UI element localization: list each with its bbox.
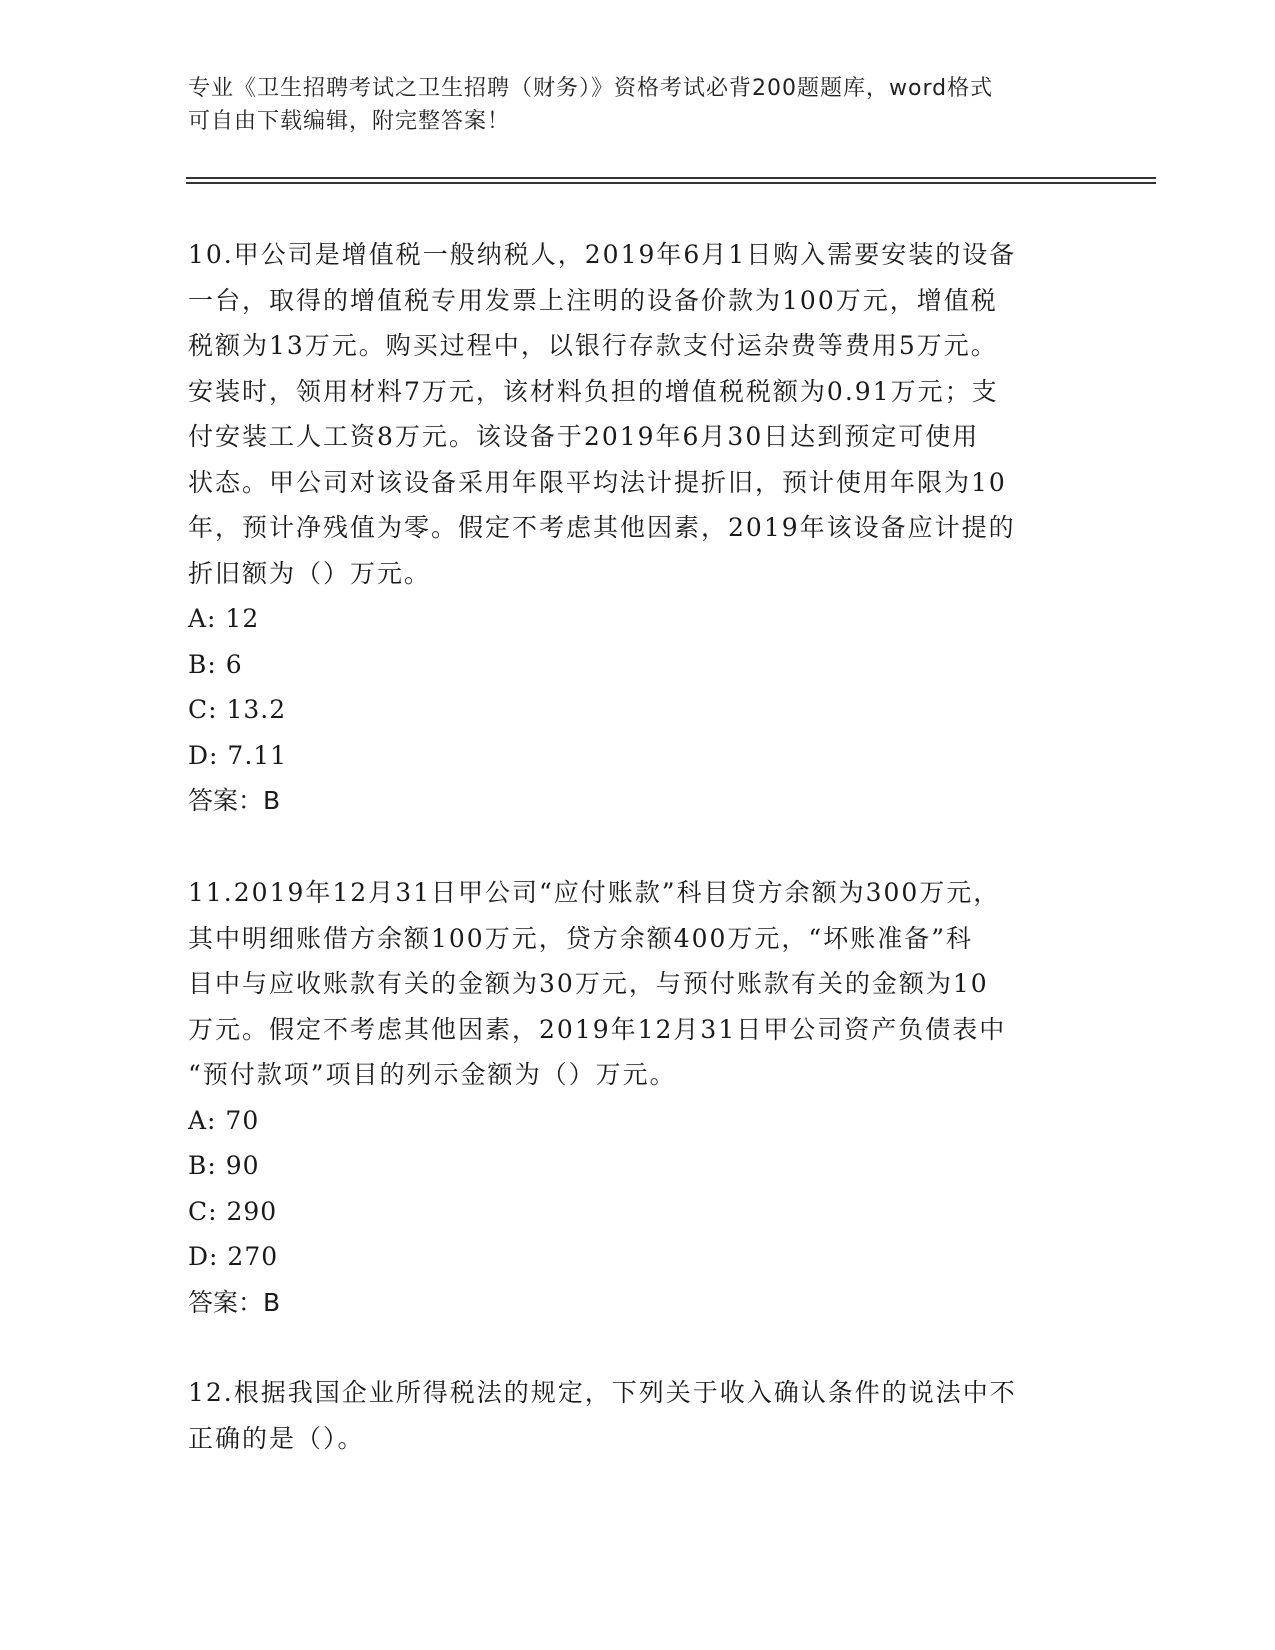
answer-label: 答案：B bbox=[188, 1287, 281, 1317]
stem-line: 其中明细账借方余额100万元，贷方余额400万元，“坏账准备”科 bbox=[188, 923, 973, 953]
stem-line: 11.2019年12月31日甲公司“应付账款”科目贷方余额为300万元， bbox=[188, 878, 1001, 907]
stem-line: 目中与应收账款有关的金额为30万元，与预付账款有关的金额为10 bbox=[188, 969, 989, 998]
option-c: C: 13.2 bbox=[188, 695, 287, 724]
option-c: C: 290 bbox=[188, 1196, 278, 1226]
question-10 bbox=[188, 232, 1088, 824]
header-divider-bottom bbox=[186, 182, 1156, 184]
question-stem bbox=[188, 232, 1088, 596]
option-a: A: 12 bbox=[188, 604, 260, 633]
option-b: B: 6 bbox=[188, 649, 243, 679]
document-header bbox=[188, 72, 1068, 138]
stem-line: 折旧额为（）万元。 bbox=[188, 558, 432, 588]
header-line-1: 专业《卫生招聘考试之卫生招聘（财务）》资格考试必背200题题库，word格式 bbox=[188, 76, 994, 101]
question-12 bbox=[188, 1370, 1088, 1461]
stem-line: “预付款项”项目的列示金额为（）万元。 bbox=[188, 1060, 677, 1089]
stem-line: 正确的是（）。 bbox=[188, 1423, 365, 1453]
option-d: D: 270 bbox=[188, 1242, 279, 1271]
question-stem bbox=[188, 1370, 1088, 1461]
stem-line: 年，预计净残值为零。假定不考虑其他因素，2019年该设备应计提的 bbox=[188, 513, 1016, 542]
option-b: B: 90 bbox=[188, 1151, 260, 1180]
stem-line: 税额为13万元。购买过程中，以银行存款支付运杂费等费用5万元。 bbox=[188, 331, 998, 360]
question-stem bbox=[188, 870, 1088, 1098]
option-d: D: 7.11 bbox=[188, 740, 288, 770]
stem-line: 12.根据我国企业所得税法的规定，下列关于收入确认条件的说法中不 bbox=[188, 1378, 1017, 1407]
header-line-2: 可自由下载编辑，附完整答案！ bbox=[188, 109, 511, 134]
stem-line: 付安装工人工资8万元。该设备于2019年6月30日达到预定可使用 bbox=[188, 422, 980, 451]
stem-line: 状态。甲公司对该设备采用年限平均法计提折旧，预计使用年限为10 bbox=[188, 467, 1007, 497]
stem-line: 一台，取得的增值税专用发票上注明的设备价款为100万元，增值税 bbox=[188, 285, 998, 315]
stem-line: 安装时，领用材料7万元，该材料负担的增值税税额为0.91万元；支 bbox=[188, 376, 999, 406]
answer-label: 答案：B bbox=[188, 786, 281, 815]
stem-line: 10.甲公司是增值税一般纳税人，2019年6月1日购入需要安装的设备 bbox=[188, 240, 1017, 269]
stem-line: 万元。假定不考虑其他因素，2019年12月31日甲公司资产负债表中 bbox=[188, 1014, 1007, 1044]
header-divider-top bbox=[186, 177, 1156, 179]
question-11 bbox=[188, 870, 1088, 1325]
option-a: A: 70 bbox=[188, 1105, 260, 1135]
